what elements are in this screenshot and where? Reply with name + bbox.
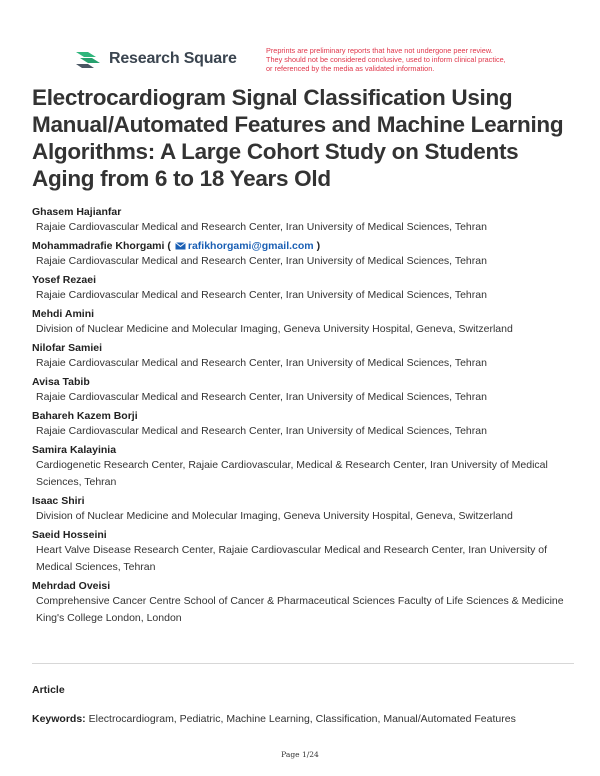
author-affiliation: Rajaie Cardiovascular Medical and Research Center, Iran University of Medical Sciences, Tehran [36, 221, 487, 233]
author-name: Mehdi Amini [32, 308, 95, 320]
author-affiliation: Rajaie Cardiovascular Medical and Research Center, Iran University of Medical Sciences, Tehran [36, 255, 487, 267]
section-divider [32, 663, 574, 664]
keywords [32, 713, 516, 725]
author-affiliation: Rajaie Cardiovascular Medical and Research Center, Iran University of Medical Sciences, Tehran [36, 425, 487, 437]
envelope-icon [175, 242, 186, 250]
keywords-label: Keywords: [32, 713, 86, 725]
author-affiliation: Rajaie Cardiovascular Medical and Research Center, Iran University of Medical Sciences, Tehran [36, 289, 487, 301]
author-affiliation: Division of Nuclear Medicine and Molecular Imaging, Geneva University Hospital, Geneva, Switzerland [36, 323, 513, 335]
research-square-logo-icon [74, 48, 102, 70]
author-affiliation: Heart Valve Disease Research Center, Rajaie Cardiovascular Medical and Research Center, Iran University of Medical Sciences, Tehran [36, 544, 548, 573]
author-name: Nilofar Samiei [32, 342, 103, 354]
paper-title: Electrocardiogram Signal Classification Using Manual/Automated Features and Machine Learning Algorithms: A Large Cohort Study on Students Aging from 6 to 18 Years Old [32, 85, 564, 191]
author-affiliation: Cardiogenetic Research Center, Rajaie Cardiovascular, Medical & Research Center, Iran University of Medical Sciences, Tehran [36, 459, 548, 488]
author-name: Saeid Hosseini [32, 529, 107, 541]
page-number: Page 1/24 [281, 750, 319, 759]
notice-line: or referenced by the media as validated information. [266, 64, 435, 73]
author-name-with-email: Mohammadrafie Khorgami ( rafikhorgami@gmail.com ) [32, 240, 321, 252]
preprint-notice [266, 46, 566, 73]
author-name: Mehrdad Oveisi [32, 580, 111, 592]
author-affiliation: Rajaie Cardiovascular Medical and Research Center, Iran University of Medical Sciences, Tehran [36, 391, 487, 403]
keywords-value: Electrocardiogram, Pediatric, Machine Learning, Classification, Manual/Automated Features [88, 713, 516, 725]
author-name: Ghasem Hajianfar [32, 206, 122, 218]
brand-name: Research Square [109, 50, 237, 67]
author-name: Mohammadrafie Khorgami [32, 240, 165, 252]
author-name: Isaac Shiri [32, 495, 85, 507]
author-affiliation: Rajaie Cardiovascular Medical and Research Center, Iran University of Medical Sciences, Tehran [36, 357, 487, 369]
author-affiliation: Comprehensive Cancer Centre School of Cancer & Pharmaceutical Sciences Faculty of Life Sciences & Medicine King's College London, London [36, 595, 564, 624]
article-type: Article [32, 684, 65, 696]
notice-line: They should not be considered conclusive, used to inform clinical practice, [266, 55, 506, 64]
author-email-link[interactable]: rafikhorgami@gmail.com [187, 240, 314, 252]
author-name: Samira Kalayinia [32, 444, 117, 456]
author-name: Avisa Tabib [32, 376, 90, 388]
author-name: Yosef Rezaei [32, 274, 96, 286]
author-list [32, 206, 577, 627]
author-affiliation: Division of Nuclear Medicine and Molecular Imaging, Geneva University Hospital, Geneva, Switzerland [36, 510, 513, 522]
research-square-logo[interactable] [74, 48, 237, 70]
page-header [0, 0, 600, 80]
notice-line: Preprints are preliminary reports that have not undergone peer review. [266, 46, 493, 55]
author-name: Bahareh Kazem Borji [32, 410, 138, 422]
